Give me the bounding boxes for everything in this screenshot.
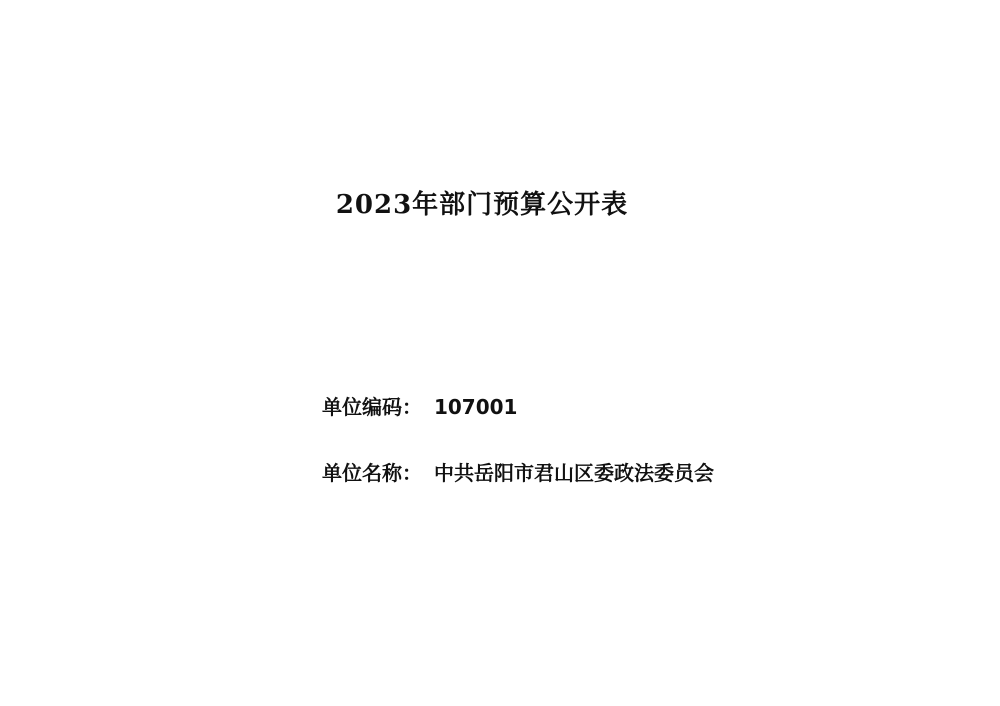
unit-code-label: 单位编码： [322,395,422,419]
unit-name-label: 单位名称： [322,461,422,485]
unit-name-value: 中共岳阳市君山区委政法委员会 [433,461,714,485]
unit-code-row [322,396,517,418]
page-title: 2023年部门预算公开表 [335,190,629,220]
unit-name-row [322,462,714,484]
unit-code-value: 107001 [433,395,518,419]
